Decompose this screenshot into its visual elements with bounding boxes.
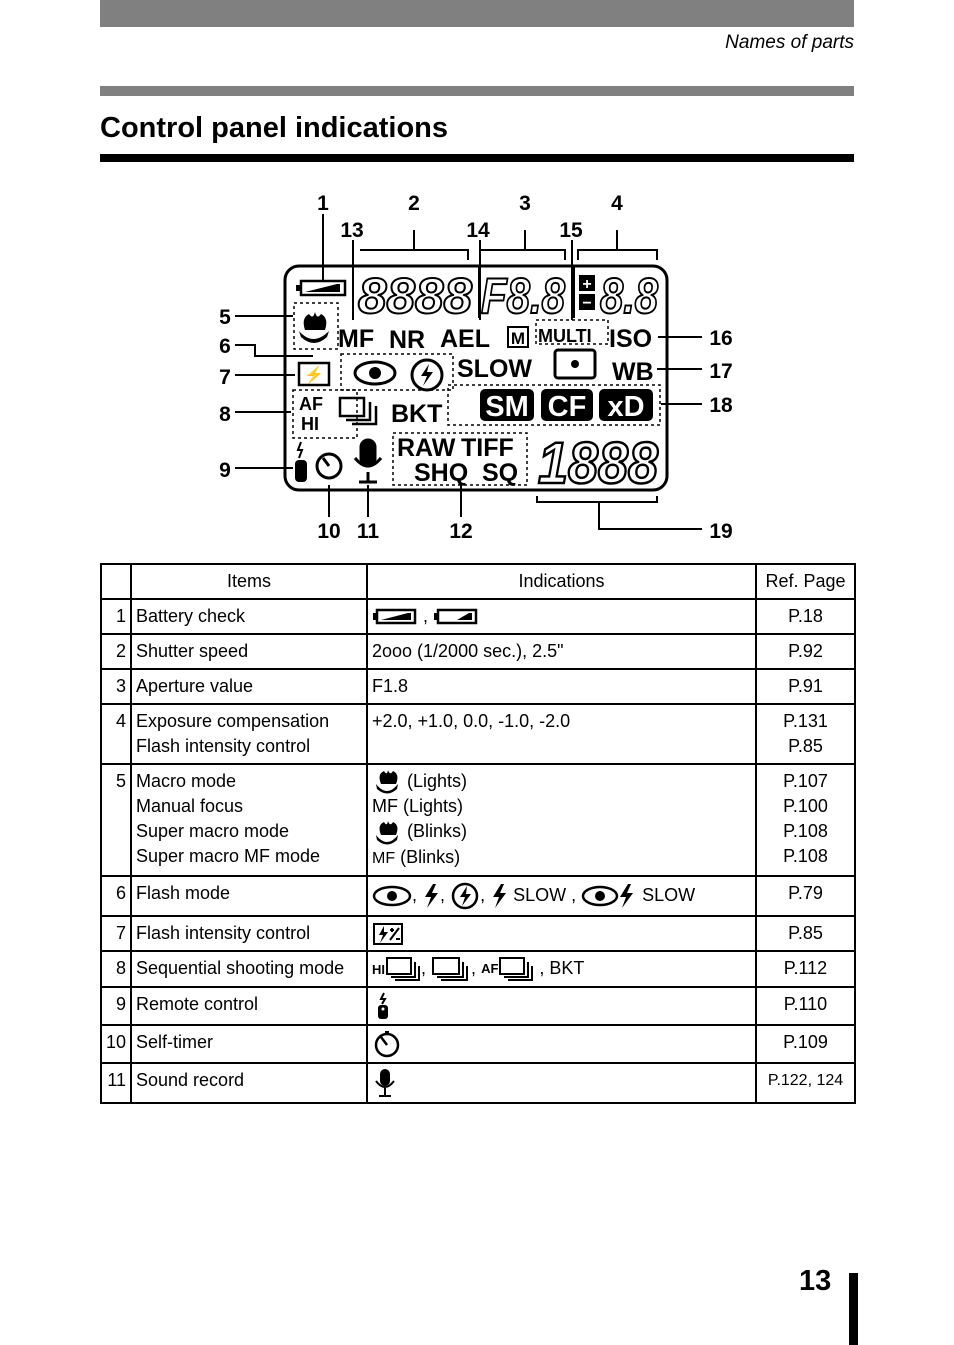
macro-icon <box>304 312 327 330</box>
header-ref-page: Ref. Page <box>756 564 855 599</box>
header-items: Items <box>131 564 367 599</box>
lcd-shq: SHQ <box>414 459 469 487</box>
flash-icon <box>422 883 440 909</box>
table-row: 6 Flash mode , , , SLOW , SLOW P.79 <box>101 876 855 916</box>
callout-13: 13 <box>340 219 364 242</box>
lcd-ael: AEL <box>440 325 490 353</box>
svg-text:⚡: ⚡ <box>304 367 324 384</box>
super-macro-icon <box>372 821 402 845</box>
table-row: 5 Macro mode Manual focus Super macro mode Super macro MF mode (Lights) MF (Lights) (Blinks) MF (Blinks) P.107 P.100 P.108 P.108 <box>101 764 855 876</box>
callout-18: 18 <box>709 394 733 417</box>
callout-2: 2 <box>408 192 420 215</box>
lcd-tiff: TIFF <box>461 434 514 462</box>
table-row: 9 Remote control P.110 <box>101 987 855 1025</box>
page-title: Control panel indications <box>100 112 449 144</box>
lcd-sm: SM <box>485 391 529 423</box>
indications-table <box>100 563 856 1104</box>
lcd-compensation: 8.8 <box>600 268 659 324</box>
table-row: 2 Shutter speed 2ooo (1/2000 sec.), 2.5" P.92 <box>101 634 855 669</box>
table-row: 7 Flash intensity control P.85 <box>101 916 855 951</box>
page-number-bar <box>849 1273 858 1345</box>
sequential-icon <box>340 398 376 424</box>
header-indications: Indications <box>367 564 756 599</box>
lcd-aperture: F8.8 <box>481 268 566 324</box>
sequential-icon <box>431 956 471 982</box>
self-timer-icon <box>372 1030 402 1058</box>
lcd-slow: SLOW <box>457 355 532 383</box>
table-header-row <box>101 564 855 599</box>
lcd-minus: − <box>582 295 592 312</box>
macro-icon <box>372 770 402 794</box>
red-eye-icon <box>355 362 395 384</box>
flash-off-icon <box>450 881 480 911</box>
sequential-hi-icon <box>385 956 421 982</box>
header-rule <box>100 86 854 96</box>
header-num <box>101 564 131 599</box>
page-number: 13 <box>799 1265 832 1297</box>
callout-7: 7 <box>219 366 231 389</box>
callout-4: 4 <box>611 192 623 215</box>
remote-icon <box>295 442 307 482</box>
callout-15: 15 <box>559 219 583 242</box>
table-row: 4 Exposure compensation Flash intensity control +2.0, +1.0, 0.0, -1.0, -2.0 P.131 P.85 <box>101 704 855 764</box>
callout-1: 1 <box>317 192 329 215</box>
lcd-shutter-speed: 8888 <box>358 268 473 324</box>
callout-6: 6 <box>219 335 231 358</box>
microphone-icon <box>355 440 381 482</box>
flash-intensity-icon <box>372 922 404 946</box>
af-sequential-icon <box>498 956 534 982</box>
lcd-xd: xD <box>607 391 645 423</box>
callout-9: 9 <box>219 459 231 482</box>
callout-3: 3 <box>519 192 531 215</box>
control-panel-diagram <box>195 180 755 550</box>
callout-16: 16 <box>709 327 733 350</box>
lcd-af: AF <box>299 394 323 414</box>
battery-low-icon <box>433 608 479 626</box>
callout-5: 5 <box>219 306 231 329</box>
lcd-mf: MF <box>338 325 375 353</box>
lcd-wb: WB <box>612 358 654 386</box>
callout-12: 12 <box>449 520 473 543</box>
table-row: 1 Battery check , P.18 <box>101 599 855 634</box>
slow-sync-flash-icon <box>490 883 508 909</box>
self-timer-icon <box>317 454 341 478</box>
callout-19: 19 <box>709 520 733 543</box>
lcd-counter: 1888 <box>538 431 659 496</box>
table-row: 8 Sequential shooting mode HI , , $^{AF}$ , BKT P.112 <box>101 951 855 987</box>
callout-10: 10 <box>317 520 341 543</box>
lcd-bkt: BKT <box>391 400 443 428</box>
battery-icon <box>296 281 345 295</box>
callout-17: 17 <box>709 360 733 383</box>
table-row: 3 Aperture value F1.8 P.91 <box>101 669 855 704</box>
lcd-raw: RAW <box>397 434 456 462</box>
lcd-nr: NR <box>389 326 426 354</box>
table-row: 11 Sound record P.122, 124 <box>101 1063 855 1103</box>
microphone-icon <box>372 1068 398 1098</box>
callout-14: 14 <box>466 219 490 242</box>
battery-full-icon <box>372 608 418 626</box>
red-eye-slow-icon <box>581 883 637 909</box>
lcd-iso: ISO <box>609 325 653 353</box>
header-bar <box>100 0 854 27</box>
title-rule <box>100 154 854 162</box>
lcd-sq: SQ <box>482 459 519 487</box>
lcd-plus: + <box>582 276 592 293</box>
flash-off-icon <box>412 360 442 390</box>
callout-11: 11 <box>356 520 380 543</box>
lcd-hi: HI <box>301 414 319 434</box>
section-label: Names of parts <box>725 32 854 53</box>
lcd-m: M <box>510 329 526 348</box>
lcd-multi: MULTI <box>538 326 592 346</box>
table-row: 10 Self-timer P.109 <box>101 1025 855 1063</box>
media-labels <box>480 389 653 423</box>
lcd-cf: CF <box>547 391 587 423</box>
callout-8: 8 <box>219 403 231 426</box>
red-eye-icon <box>372 884 412 908</box>
remote-icon <box>372 992 394 1020</box>
